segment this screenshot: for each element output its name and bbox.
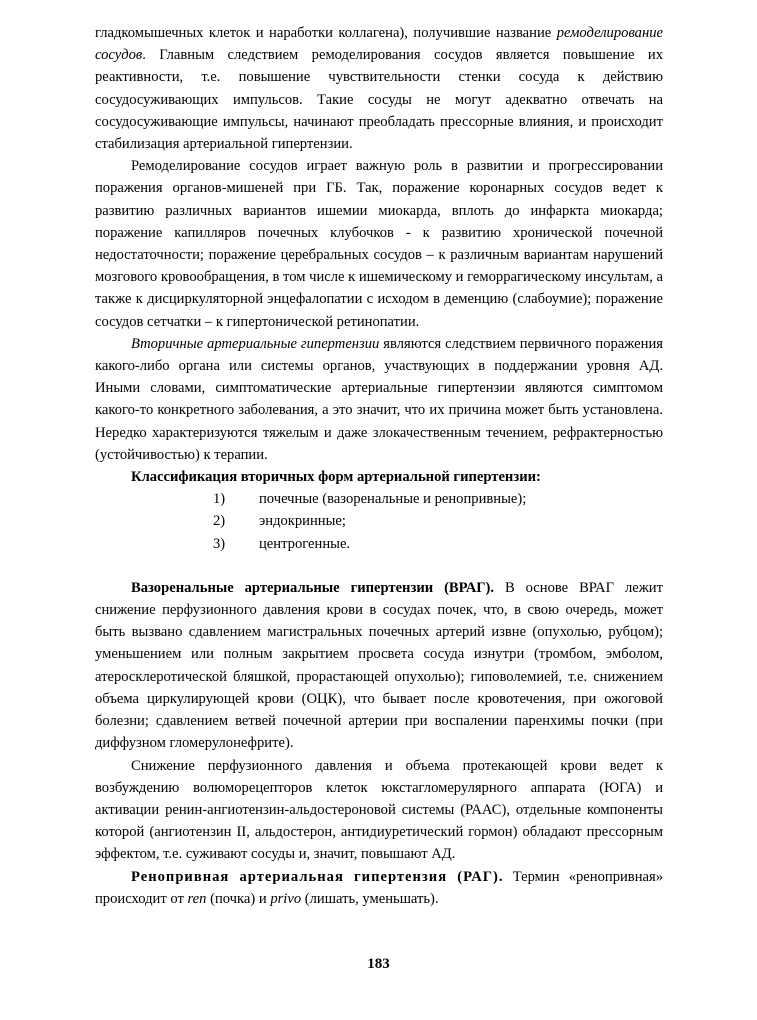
body-text <box>95 22 663 910</box>
list-item <box>213 533 663 555</box>
list-item-text: эндокринные; <box>259 513 346 530</box>
term-renoprival-hypertension: Ренопривная артериальная гипертензия (РАГ). <box>131 868 504 885</box>
page-number: 183 <box>367 956 390 972</box>
paragraph-5: Снижение перфузионного давления и объема протекающей крови ведет к возбуждению волюморецепторов клеток юкстагломерулярного аппарата (ЮГА) и активации ренин-ангиотензин-альдостероновой системы (РААС), отдельные компоненты которой (ангиотензин II, альдостерон, антидиуретический гормон) обладают прессорным эффектом, т.е. суживают сосуды и, значит, повышают АД. <box>95 757 663 863</box>
paragraph-4-rest: В основе ВРАГ лежит снижение перфузионного давления крови в сосудах почек, что, в свою очередь, может быть вызвано сдавлением магистральных почечных артерий извне (опухолью, рубцом); уменьшением или полным закрытием просвета сосуда изнутри (тромбом, эмболом, атеросклеротической бляшкой, прорастающей опухолью); гиповолемией, т.е. снижением объема циркулирующей крови (ОЦК), что бывает после кровотечения, при ожоговой болезни; сдавлением ветвей почечной артерии при воспалении паренхимы почки (при диффузном гломерулонефрите). <box>95 579 663 752</box>
paragraph-1 <box>95 22 663 155</box>
term-secondary-hypertension: Вторичные артериальные гипертензии <box>131 335 380 352</box>
list-item-number: 3) <box>213 535 226 552</box>
paragraph-4 <box>95 577 663 755</box>
latin-privo: privo <box>270 890 302 907</box>
list-item-number: 1) <box>213 491 226 508</box>
list-item-number: 2) <box>213 513 226 530</box>
classification-list <box>95 488 663 555</box>
list-item-text: почечные (вазоренальные и ренопривные); <box>259 491 527 508</box>
paragraph-3-rest: являются следствием первичного поражения какого-либо органа или системы органов, участвующих в поддержании уровня АД. Иными словами, симптоматические артериальные гипертензии являются симптомом какого-то конкретного заболевания, а это значит, что их причина может быть установлена. Нередко характеризуются тяжелым и даже злокачественным течением, рефрактерностью (устойчивостью) к терапии. <box>95 335 663 463</box>
latin-ren: ren <box>187 890 207 907</box>
list-item-text: центрогенные. <box>259 535 351 552</box>
term-vascular-remodeling: ремоделирование сосудов <box>95 25 663 64</box>
paragraph-6-text-c: (почка) и <box>206 890 271 907</box>
classification-heading: Классификация вторичных форм артериальной гипертензии: <box>131 469 541 486</box>
list-item <box>213 488 663 510</box>
paragraph-1-rest: . Главным следствием ремоделирования сосудов является повышение их реактивности, т.е. повышение чувствительности стенки сосуда к действию сосудосуживающих импульсов. Такие сосуды не могут адекватно отвечать на сосудосуживающие импульсы, начинают преобладать прессорные влияния, и происходит стабилизация артериальной гипертензии. <box>95 47 663 153</box>
paragraph-3 <box>95 333 663 466</box>
section-spacer <box>95 555 663 577</box>
paragraph-6 <box>95 866 663 910</box>
paragraph-6-text-d: (лишать, уменьшать). <box>301 890 439 907</box>
term-vasorenal-hypertension: Вазоренальные артериальные гипертензии (ВРАГ). <box>131 579 495 596</box>
paragraph-1-start: гладкомышечных клеток и наработки коллагена), получившие название <box>95 25 557 41</box>
paragraph-2: Ремоделирование сосудов играет важную роль в развитии и прогрессировании поражения органов-мишеней при ГБ. Так, поражение коронарных сосудов ведет к развитию различных вариантов ишемии миокарда, вплоть до инфаркта миокарда; поражение капилляров почечных клубочков - к развитию хронической почечной недостаточности; поражение церебральных сосудов – к различным вариантам нарушений мозгового кровообращения, в том числе к ишемическому и геморрагическому инсультам, а также к дисциркуляторной энцефалопатии с исходом в деменцию (слабоумие); поражение сосудов сетчатки – к гипертонической ретинопатии. <box>95 158 663 330</box>
list-item <box>213 510 663 532</box>
paragraph-6-text-a: Термин «ренопривная» происходит от <box>95 868 663 907</box>
